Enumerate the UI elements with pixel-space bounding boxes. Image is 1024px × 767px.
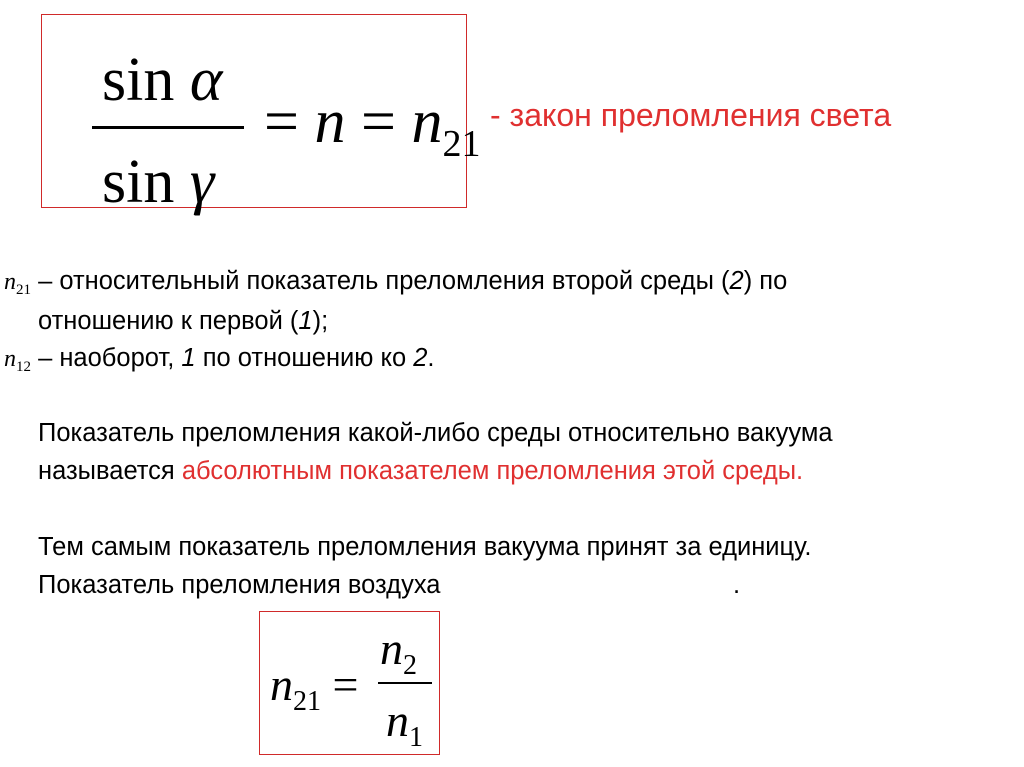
n21-text-d: ); [312, 307, 329, 335]
n12-num-1: 1 [181, 344, 196, 372]
n21-text-b: ) по [743, 267, 788, 295]
fraction-bar [92, 126, 244, 129]
formula2-n1: n [386, 695, 409, 746]
formula-denominator [102, 148, 215, 216]
gamma-symbol: γ [189, 148, 215, 216]
n21-text-c: отношению к первой ( [38, 307, 299, 335]
n21-num-2: 2 [729, 267, 744, 295]
formula2-n21-sub: 21 [293, 686, 321, 717]
formula2-denominator [386, 695, 423, 753]
abs-para-highlight: абсолютным показателем преломления этой среды. [181, 457, 804, 485]
formula2-equals: = [332, 659, 359, 710]
n12-description [4, 344, 435, 375]
formula2-n1-sub: 1 [409, 722, 423, 753]
n12-text-c: . [427, 344, 435, 372]
equals-sign-2: = [360, 88, 396, 156]
formula2-fraction-bar [378, 682, 432, 684]
n21-text-a: – относительный показатель преломления второй среды ( [31, 267, 730, 295]
formula-numerator [102, 46, 223, 114]
law-caption: - закон преломления света [490, 97, 892, 133]
n12-num-2: 2 [413, 344, 428, 372]
vac-para-line2: Показатель преломления воздуха [38, 571, 441, 599]
snell-law-formula-box [41, 14, 481, 216]
relative-index-formula-box [259, 611, 440, 755]
n21-label [4, 269, 31, 298]
denominator-sin: sin [102, 148, 175, 216]
formula2-n21: n [270, 659, 293, 710]
n12-text-a: – наоборот, [31, 344, 182, 372]
abs-para-text: называется [38, 457, 182, 485]
formula-rhs [264, 88, 481, 165]
n21-subscript: 21 [442, 123, 481, 165]
n21-num-1: 1 [298, 307, 313, 335]
n21-symbol: n [411, 88, 443, 156]
n12-text-b: по отношению ко [195, 344, 414, 372]
formula2-lhs [270, 659, 359, 717]
n21-description-line2 [38, 309, 328, 335]
n-symbol: n [314, 88, 346, 156]
n21-label-sub: 21 [16, 282, 31, 298]
vac-para-dot: . [733, 571, 741, 599]
formula2-n2: n [380, 623, 403, 674]
abs-para-line2 [38, 459, 803, 485]
vac-para-line1: Тем самым показатель преломления вакуума принят за единицу. [38, 533, 812, 561]
abs-para-line1: Показатель преломления какой-либо среды относительно вакуума [38, 419, 833, 447]
formula2-numerator [380, 623, 417, 681]
n12-label-n: n [4, 346, 16, 372]
n12-label [4, 346, 31, 375]
n21-label-n: n [4, 269, 16, 295]
alpha-symbol: α [189, 46, 223, 114]
formula2-n2-sub: 2 [403, 650, 417, 681]
numerator-sin: sin [102, 46, 175, 114]
n21-description-line1 [4, 267, 788, 298]
n12-label-sub: 12 [16, 359, 31, 375]
equals-sign-1: = [264, 88, 299, 156]
